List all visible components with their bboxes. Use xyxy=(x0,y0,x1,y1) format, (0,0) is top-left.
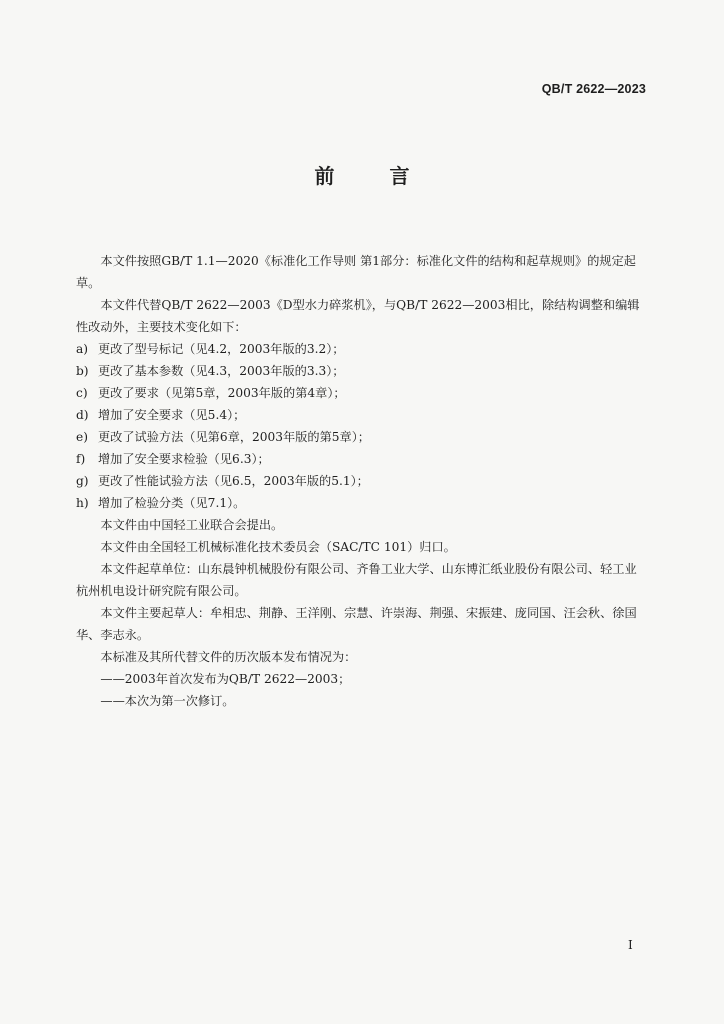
list-item xyxy=(76,404,648,426)
list-item-text: 增加了安全要求（见5.4）； xyxy=(98,408,246,422)
page-title: 前 言 xyxy=(314,164,434,188)
paragraph-drafting-rules: 本文件按照GB/T 1.1—2020《标准化工作导则 第1部分：标准化文件的结构和起草规则》的规定起草。 xyxy=(76,254,636,290)
list-item xyxy=(76,338,648,360)
list-item-text: 增加了安全要求检验（见6.3）； xyxy=(98,452,270,466)
list-item-label: b) xyxy=(76,364,89,378)
list-item xyxy=(76,470,648,492)
list-item-text: 更改了基本参数（见4.3，2003年版的3.3）； xyxy=(98,364,345,378)
list-item-label: a) xyxy=(76,342,89,356)
list-item-text: 更改了性能试验方法（见6.5，2003年版的5.1）； xyxy=(98,474,369,488)
list-item xyxy=(76,448,648,470)
paragraph-drafters: 本文件主要起草人：牟相忠、荆静、王洋刚、宗慧、许崇海、荆强、宋振建、庞同国、汪会秋、徐国华、李志永。 xyxy=(76,606,637,642)
list-item-text: 更改了要求（见第5章，2003年版的第4章）； xyxy=(98,386,346,400)
foreword-body xyxy=(76,250,648,712)
history-item: ——本次为第一次修订。 xyxy=(100,694,235,708)
list-item xyxy=(76,382,648,404)
history-item: ——2003年首次发布为QB/T 2622—2003； xyxy=(100,672,351,686)
paragraph-committee: 本文件由全国轻工机械标准化技术委员会（SAC/TC 101）归口。 xyxy=(100,540,456,554)
list-item-label: g) xyxy=(76,474,89,488)
list-item xyxy=(76,360,648,382)
standard-number: QB/T 2622—2023 xyxy=(541,82,646,96)
list-item xyxy=(76,426,648,448)
list-item-label: f) xyxy=(76,452,86,466)
list-item-label: e) xyxy=(76,430,88,444)
paragraph-proposer: 本文件由中国轻工业联合会提出。 xyxy=(100,518,284,532)
list-item-label: d) xyxy=(76,408,89,422)
paragraph-history-intro: 本标准及其所代替文件的历次版本发布情况为： xyxy=(100,650,357,664)
paragraph-drafting-units: 本文件起草单位：山东晨钟机械股份有限公司、齐鲁工业大学、山东博汇纸业股份有限公司、轻工业杭州机电设计研究院有限公司。 xyxy=(76,562,637,598)
list-item-label: h) xyxy=(76,496,89,510)
list-item-text: 更改了试验方法（见第6章，2003年版的第5章）； xyxy=(98,430,370,444)
list-item-text: 更改了型号标记（见4.2，2003年版的3.2）； xyxy=(98,342,345,356)
changes-list xyxy=(76,338,648,514)
list-item xyxy=(76,492,648,514)
list-item-label: c) xyxy=(76,386,88,400)
paragraph-replacement: 本文件代替QB/T 2622—2003《D型水力碎浆机》，与QB/T 2622—2003相比，除结构调整和编辑性改动外，主要技术变化如下： xyxy=(76,298,640,334)
list-item-text: 增加了检验分类（见7.1）。 xyxy=(98,496,246,510)
page-number: I xyxy=(628,938,633,952)
